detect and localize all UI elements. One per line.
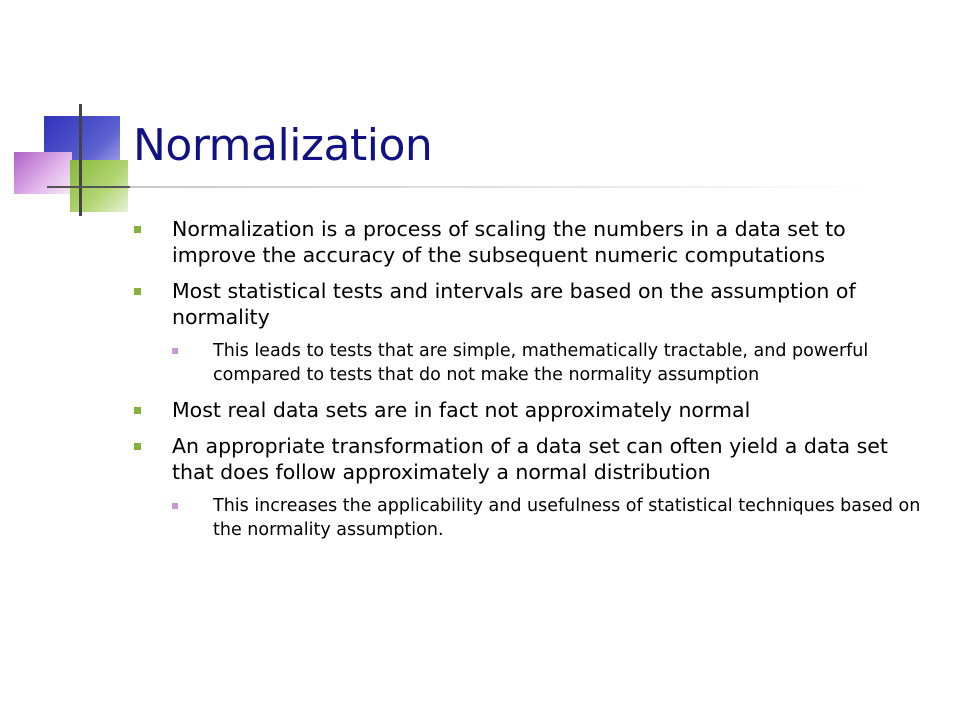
title-divider: [130, 186, 870, 188]
sub-bullet-item: [172, 495, 930, 542]
bullet-text: Most statistical tests and intervals are based on the assumption of normality: [172, 279, 856, 329]
sub-bullet-list: [172, 495, 930, 542]
bullet-square-icon: [134, 288, 141, 295]
sub-bullet-text: This increases the applicability and usefulness of statistical techniques based on the normality assumption.: [213, 496, 921, 540]
sub-bullet-list: [172, 340, 930, 387]
bullet-text: Normalization is a process of scaling the numbers in a data set to improve the accuracy of the subsequent numeric computations: [172, 217, 846, 267]
sub-bullet-item: [172, 340, 930, 387]
bullet-text: Most real data sets are in fact not approximately normal: [172, 398, 751, 422]
bullet-text: An appropriate transformation of a data set can often yield a data set that does follow approximately a normal distribution: [172, 434, 888, 484]
bullet-item: [134, 216, 930, 268]
sub-bullet-square-icon: [172, 503, 178, 509]
bullet-square-icon: [134, 443, 141, 450]
bullet-item: [134, 433, 930, 542]
bullet-square-icon: [134, 407, 141, 414]
bullet-item: [134, 278, 930, 387]
logo-horizontal-line: [47, 186, 131, 188]
bullet-item: [134, 397, 930, 423]
sub-bullet-square-icon: [172, 348, 178, 354]
bullet-square-icon: [134, 226, 141, 233]
slide-title: Normalization: [133, 120, 433, 171]
sub-bullet-text: This leads to tests that are simple, mathematically tractable, and powerful compared to tests that do not make the normality assumption: [213, 341, 869, 385]
corner-logo-icon: [0, 0, 140, 230]
logo-vertical-line: [79, 104, 82, 216]
bullet-list: [134, 216, 930, 552]
